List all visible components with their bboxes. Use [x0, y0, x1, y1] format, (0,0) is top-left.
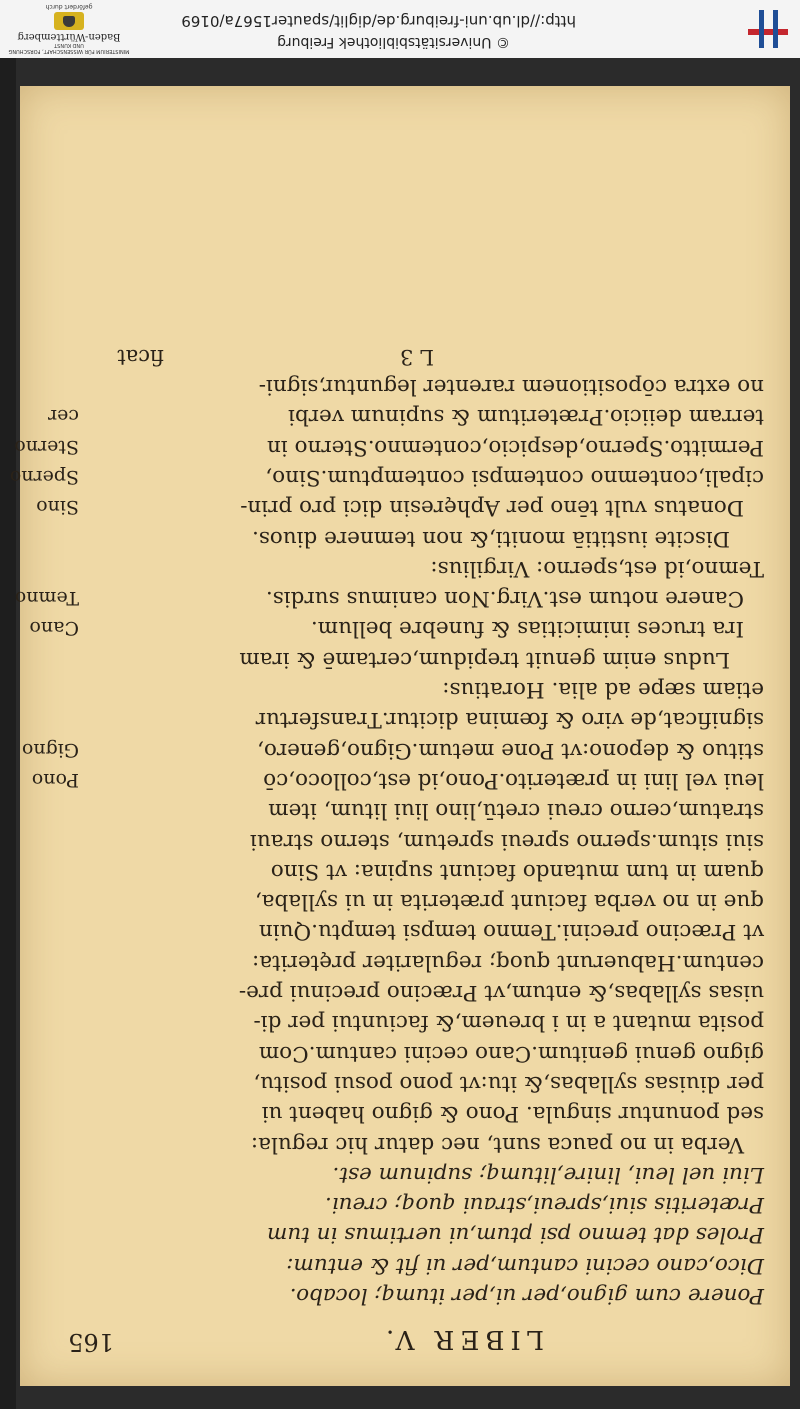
text-line — [64, 704, 764, 734]
text-line — [14, 583, 764, 613]
binding-edge — [0, 58, 16, 1409]
text-line — [36, 492, 764, 522]
line-text: Temno,id est,sperno: Virgilius: — [430, 555, 764, 581]
text-line — [64, 1249, 764, 1279]
permalink-url[interactable]: http://dl.ub.uni-freiburg.de/diglit/spauter1567a/0169 — [181, 12, 576, 30]
signature-mark: L 3 — [400, 344, 434, 369]
margin-note: Sperno — [9, 465, 79, 488]
text-line — [64, 1189, 764, 1219]
line-text: quam in tum mutando faciunt supina: vt Sino — [270, 858, 764, 884]
margin-note: cer — [48, 405, 79, 428]
text-line — [64, 886, 764, 916]
book-page — [9, 86, 790, 1386]
page-text-block — [9, 339, 764, 1356]
copyright-notice: © Universitätsbibliothek Freiburg — [277, 34, 510, 50]
text-line — [64, 1280, 764, 1310]
text-line — [64, 674, 764, 704]
line-text: Dico,cano cecini cantum,per ui fit & entum: — [286, 1252, 764, 1278]
line-text: Ludus enim genuit trepidum,certamē & iram — [239, 646, 730, 672]
line-text: leui vel lini in præterito.Pono,id est,colloco,cō — [263, 767, 764, 793]
running-title: LIBER V. — [380, 1324, 544, 1354]
margin-note: Gigno — [21, 738, 79, 761]
line-text: vt Præcino precini.Temno tempsi temptu.Quin — [258, 919, 764, 945]
text-line — [64, 916, 764, 946]
line-text: Ponere cum gigno,per ui,per itumq; locabo. — [289, 1283, 764, 1308]
line-text: Permitto.Sperno,despicio,contemno.Sterno in — [267, 434, 764, 460]
line-text: per diuisas syllabas,& itu:vt pono posui positu, — [253, 1070, 764, 1096]
funded-by-label: gefördert durch — [45, 3, 93, 10]
margin-note: Pono — [31, 768, 79, 791]
line-text: Discite iustitiā moniti,& non temnere diuos. — [251, 525, 730, 551]
line-text: Ira truces inimicitias & funebre bellum. — [310, 616, 744, 642]
text-line — [64, 1159, 764, 1189]
catchword: ficat — [117, 344, 164, 369]
text-line — [48, 401, 764, 431]
line-text: gigno genui genitum.Cano cecini cantum.Com — [258, 1040, 764, 1066]
line-text: significat,de viro & fœmina dicitur.Transfertur — [255, 707, 764, 733]
line-text: Verba in no pauca sunt, nec datur hic regula: — [250, 1131, 744, 1157]
line-text: centum.Habuerunt quoq; regulariter pręterita: — [252, 949, 764, 975]
margin-note: Sino — [36, 496, 79, 519]
line-text: Præteritis siui,spreui,straui quoq; creui. — [325, 1192, 764, 1218]
text-line — [64, 977, 764, 1007]
header-content — [0, 0, 800, 58]
line-text: Canere notum est.Virg.Non canimus surdis. — [265, 586, 744, 612]
margin-note: Cano — [29, 617, 79, 640]
margin-note: Temno — [14, 587, 79, 610]
text-line — [64, 946, 764, 976]
line-text: no extra cōpositionem rarenter leguntur,signi- — [258, 374, 764, 400]
text-line — [64, 1219, 764, 1249]
text-line — [64, 1098, 764, 1128]
text-line — [64, 1037, 764, 1067]
line-text: cipali,contemno contempsi contemptum.Sino, — [265, 464, 764, 490]
margin-note: Sterno — [14, 435, 79, 458]
line-text: siui situm.sperno spreui spretum, sterno straui — [250, 828, 764, 854]
text-line — [64, 1068, 764, 1098]
text-line — [64, 371, 764, 401]
line-text: uisas syllabas,& entum,vt Præcino precinui pre- — [238, 980, 764, 1006]
text-line — [64, 795, 764, 825]
line-text: Donatus vult tēno per Aphęresin dici pro prin- — [240, 495, 744, 521]
page-number: 165 — [68, 1328, 114, 1356]
state-name: Baden-Württemberg — [17, 31, 121, 42]
text-line — [64, 825, 764, 855]
line-text: sed ponuntur singula. Pono & gigno habent ui — [261, 1101, 764, 1127]
line-text: terram deiicio.Præteritum & supinum verbi — [288, 404, 764, 430]
text-line — [64, 643, 764, 673]
state-crest-icon — [54, 12, 84, 30]
line-text: Liui uel leui, linire,litumq; supinum est. — [332, 1161, 764, 1187]
text-line — [9, 462, 764, 492]
page-footer — [64, 339, 764, 369]
text-line — [64, 1007, 764, 1037]
text-line — [64, 553, 764, 583]
ministry-label: MINISTERIUM FÜR WISSENSCHAFT, FORSCHUNG UND KUNST — [8, 42, 130, 54]
line-text: posita mutant a in i breuem,& faciuntui per di- — [253, 1010, 764, 1036]
text-line — [31, 765, 764, 795]
text-line — [29, 613, 764, 643]
line-text: stratum,cerno creui cretū,lino liui litum, item — [268, 798, 764, 824]
running-head — [64, 1310, 764, 1356]
library-header — [0, 0, 800, 59]
line-text: stituo & depono:vt Pone metum.Gigno,genero, — [257, 737, 764, 763]
text-line — [21, 734, 764, 764]
text-line — [64, 856, 764, 886]
line-text: etiam sæpe ad alia. Horatius: — [442, 677, 764, 703]
text-lines — [9, 371, 764, 1310]
page-rotated-content — [9, 86, 790, 1386]
text-line — [14, 431, 764, 461]
line-text: Proles dat temno psi ptum,ui uertimus in tum — [266, 1222, 764, 1248]
university-library-logo-icon — [748, 8, 788, 50]
line-text: que in no verba faciunt præterita in ui syllaba, — [254, 889, 764, 915]
text-line — [64, 1128, 764, 1158]
text-line — [64, 522, 764, 552]
